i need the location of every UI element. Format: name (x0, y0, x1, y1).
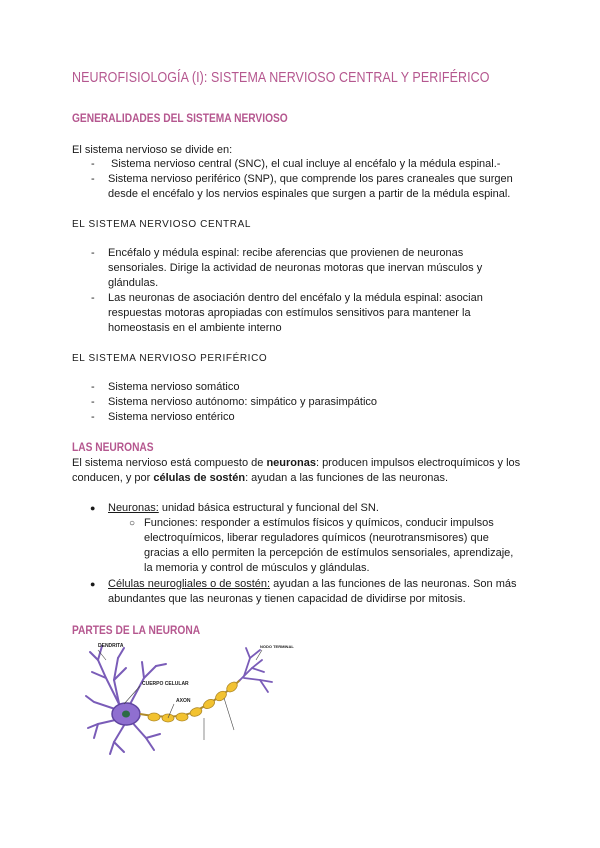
bold-celulas-sosten: células de sostén (153, 472, 246, 484)
dash-marker: - (91, 396, 95, 408)
snp-item-enterico: Sistema nervioso entérico (108, 411, 235, 423)
snc-item1-line1: Encéfalo y médula espinal: recibe aferencias que provienen de neuronas (108, 247, 464, 259)
label-axon: AXON (176, 698, 191, 704)
funciones-line2: electroquímicos, liberar reguladores químicos (neurotransmisores) que (144, 532, 489, 544)
label-nodo-terminal: NODO TERMINAL (260, 644, 294, 649)
funciones-line3: gracias a ello permiten la percepción de estímulos sensoriales, aprendizaje, (144, 547, 514, 559)
dash-marker: - (91, 247, 95, 259)
dendrites (86, 646, 166, 754)
bullet-marker: ● (90, 503, 96, 513)
bold-neuronas: neuronas (266, 457, 316, 469)
axon-terminals (240, 648, 272, 692)
snc-item2-line2: respuestas motoras apropiadas con estímulos sensitivos para mantener la (108, 307, 471, 319)
dash-marker: - (91, 173, 95, 185)
bullet-neuronas (108, 501, 379, 516)
sub-bullet-marker: ○ (129, 518, 136, 529)
dash-marker: - (91, 292, 95, 304)
nucleus (122, 711, 130, 718)
heading-generalidades: GENERALIDADES DEL SISTEMA NERVIOSO (72, 111, 288, 125)
funciones-line4: la memoria y control de músculos y glándulas. (144, 562, 370, 574)
underlined-term: Neuronas: (108, 502, 159, 514)
dash-marker: - (91, 158, 95, 170)
list-item-snp-line1: Sistema nervioso periférico (SNP), que comprende los pares craneales que surgen (108, 173, 513, 185)
funciones-line1: Funciones: responder a estímulos físicos y químicos, conducir impulsos (144, 517, 494, 529)
text-run: : producen impulsos electroquímicos y los (315, 457, 521, 469)
text-run: ayudan a las funciones de las neuronas. Son más (270, 578, 517, 590)
neuronas-paragraph-line1 (72, 456, 520, 471)
snp-item-autonomo: Sistema nervioso autónomo: simpático y parasimpático (108, 396, 378, 408)
label-cuerpo-celular: CUERPO CELULAR (142, 681, 189, 687)
list-item-snp-line2: desde el encéfalo y los nervios espinales que surgen a partir de la médula espinal. (108, 188, 511, 200)
snc-item2-line3: homeostasis en el ambiente interno (108, 322, 282, 334)
heading-snp: EL SISTEMA NERVIOSO PERIFÉRICO (72, 353, 268, 364)
text-run: unidad básica estructural y funcional del SN. (158, 502, 379, 514)
snc-item1-line2: sensoriales. Dirige la actividad de neuronas motoras que inervan músculos y (108, 262, 483, 274)
celulas-neurogliales-line2: abundantes que las neuronas y tienen capacidad de dividirse por mitosis. (108, 593, 466, 605)
bullet-marker: ● (90, 579, 96, 589)
snc-item1-line3: glándulas. (108, 277, 159, 289)
heading-snc: EL SISTEMA NERVIOSO CENTRAL (72, 219, 252, 230)
text-run: conducen, y por (72, 472, 154, 484)
bullet-celulas-neurogliales (108, 577, 516, 592)
neuron-diagram (84, 638, 300, 760)
text-run: : ayudan a las funciones de las neuronas. (245, 472, 449, 484)
heading-neuronas: LAS NEURONAS (72, 440, 154, 454)
underlined-term: Células neurogliales o de sostén: (108, 578, 271, 590)
list-item-snc: Sistema nervioso central (SNC), el cual incluye al encéfalo y la médula espinal.- (111, 158, 501, 170)
neuronas-paragraph-line2 (72, 471, 448, 486)
paragraph-intro: El sistema nervioso se divide en: (72, 144, 233, 156)
snc-item2-line1: Las neuronas de asociación dentro del encéfalo y la médula espinal: asocian (108, 292, 483, 304)
page-title: NEUROFISIOLOGÍA (I): SISTEMA NERVIOSO CENTRAL Y PERIFÉRICO (72, 70, 490, 86)
snp-item-somatico: Sistema nervioso somático (108, 381, 240, 393)
dash-marker: - (91, 381, 95, 393)
heading-partes-neurona: PARTES DE LA NEURONA (72, 623, 201, 637)
label-dendrita: DENDRITA (98, 643, 124, 649)
dash-marker: - (91, 411, 95, 423)
text-run: El sistema nervioso está compuesto de (72, 457, 267, 469)
